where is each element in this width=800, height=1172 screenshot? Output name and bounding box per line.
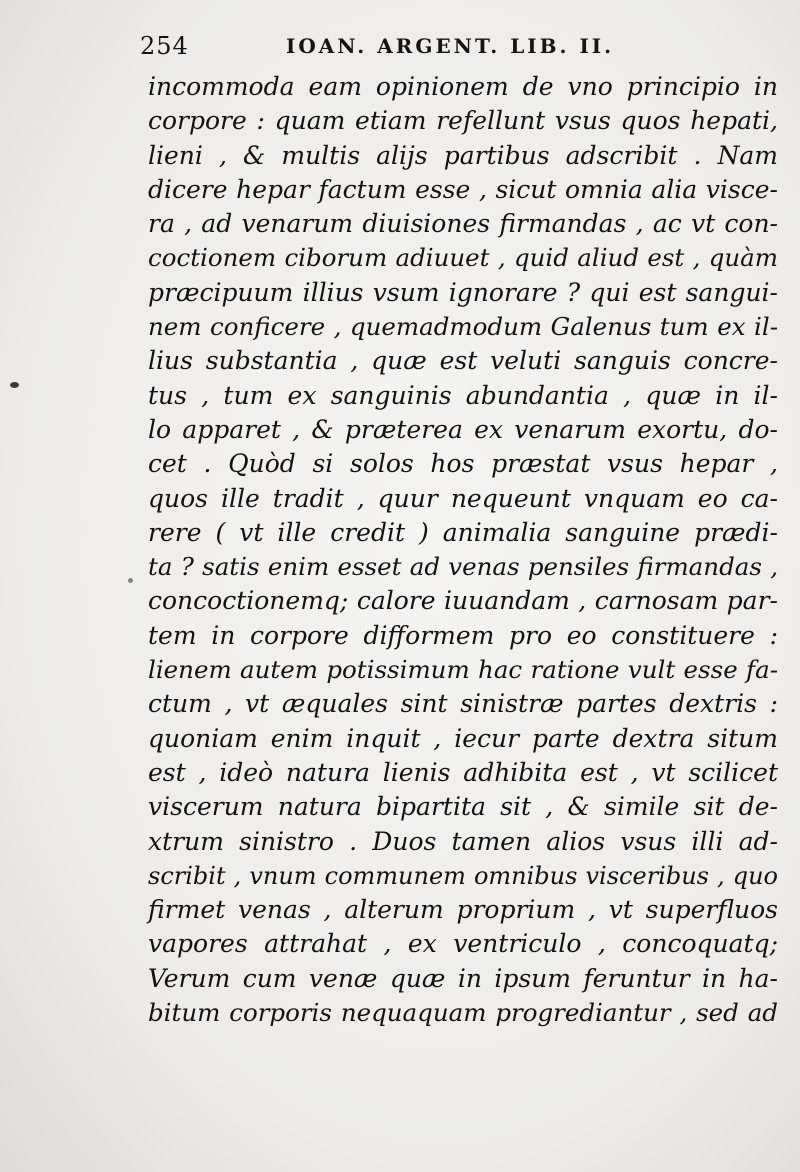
text-line: tus , tum ex sanguinis abundantia , quæ in il- (148, 380, 778, 410)
text-line: coctionem ciborum adiuuet , quid aliud est , quàm (148, 243, 778, 273)
text-line: præcipuum illius vsum ignorare ? qui est sangui- (148, 277, 778, 307)
text-line: corpore : quam etiam refellunt vsus quos hepati, (148, 106, 778, 136)
text-line: dicere hepar factum esse , sicut omnia alia visce- (148, 174, 778, 204)
running-head: IOAN. ARGENT. LIB. II. (286, 34, 615, 58)
text-line: quos ille tradit , quur nequeunt vnquam eo ca- (148, 483, 778, 513)
text-line: ctum , vt æquales sint sinistræ partes dextris : (148, 689, 778, 719)
text-line: incommoda eam opinionem de vno principio in (148, 72, 778, 101)
text-line: tem in corpore difformem pro eo constituere : (148, 620, 778, 650)
ink-speck (10, 382, 19, 388)
text-line: xtrum sinistro . Duos tamen alios vsus illi ad- (148, 826, 778, 856)
text-line: concoctionemq; calore iuuandam , carnosam par- (148, 586, 778, 616)
text-line: lo apparet , & præterea ex venarum exortu, do- (148, 414, 778, 444)
text-line: lius substantia , quæ est veluti sanguis concre- (148, 346, 778, 376)
text-line: vapores attrahat , ex ventriculo , concoquatq; (148, 929, 778, 959)
text-line: bitum corporis nequaquam progrediantur , sed ad (148, 998, 778, 1028)
text-line: ta ? satis enim esset ad venas pensiles firmandas , (148, 552, 778, 582)
text-line: lienem autem potissimum hac ratione vult esse fa- (148, 655, 778, 685)
text-line: cet . Quòd si solos hos præstat vsus hepar , (148, 449, 778, 479)
text-line: rere ( vt ille credit ) animalia sanguine prædi- (148, 517, 778, 547)
ink-speck (128, 578, 133, 583)
page-number: 254 (140, 32, 189, 60)
text-line: lieni , & multis alijs partibus adscribit . Nam (148, 140, 778, 170)
text-line: Verum cum venæ quæ in ipsum feruntur in ha- (148, 963, 778, 993)
body-text (148, 70, 778, 1030)
page-header (140, 28, 780, 68)
text-line: nem conficere , quemadmodum Galenus tum ex il- (148, 312, 778, 342)
text-line: viscerum natura bipartita sit , & simile sit de- (148, 792, 778, 822)
text-line: est , ideò natura lienis adhibita est , vt scilicet (148, 757, 778, 787)
text-line: firmet venas , alterum proprium , vt superfluos (148, 895, 778, 925)
text-line: ra , ad venarum diuisiones firmandas , ac vt con- (148, 209, 778, 239)
text-line: scribit , vnum communem omnibus visceribus , quo (148, 861, 778, 890)
text-line: quoniam enim inquit , iecur parte dextra situm (148, 723, 778, 753)
